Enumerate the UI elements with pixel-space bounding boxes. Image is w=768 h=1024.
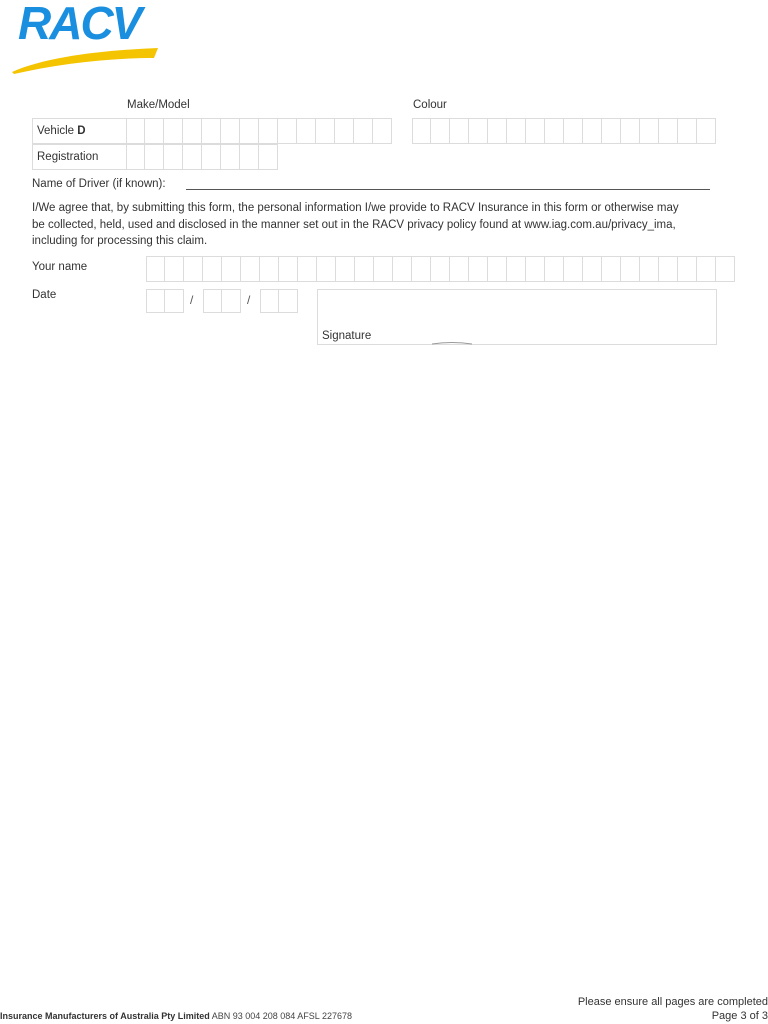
char-box[interactable] [583,118,602,144]
char-box[interactable] [260,289,279,313]
vehicle-label-box [32,118,126,144]
char-box[interactable] [145,144,164,170]
char-box[interactable] [450,118,469,144]
char-box[interactable] [221,144,240,170]
char-box[interactable] [602,256,621,282]
char-box[interactable] [126,144,145,170]
char-box[interactable] [431,256,450,282]
char-box[interactable] [355,256,374,282]
char-box[interactable] [202,118,221,144]
char-box[interactable] [260,256,279,282]
char-box[interactable] [697,256,716,282]
char-box[interactable] [165,256,184,282]
char-box[interactable] [278,118,297,144]
date-day-input[interactable] [146,289,184,313]
char-box[interactable] [545,118,564,144]
char-box[interactable] [222,289,241,313]
privacy-agreement-text: I/We agree that, by submitting this form, the personal information I/we provide to RACV Insurance in this form or otherwise may be collected, held, used and disclosed in the manner set out in the RACV privacy policy found at www.iag.com.au/privacy_ima, including for processing this claim. [32,202,679,247]
char-box[interactable] [526,256,545,282]
driver-name-field[interactable] [186,189,710,190]
char-box[interactable] [203,256,222,282]
char-box[interactable] [507,256,526,282]
char-box[interactable] [583,256,602,282]
char-box[interactable] [221,118,240,144]
char-box[interactable] [640,118,659,144]
driver-name-label: Name of Driver (if known): [32,178,166,190]
char-box[interactable] [279,256,298,282]
char-box[interactable] [354,118,373,144]
char-box[interactable] [393,256,412,282]
footer-company-info [0,1011,352,1021]
char-box[interactable] [259,144,278,170]
char-box[interactable] [279,289,298,313]
char-box[interactable] [165,289,184,313]
date-separator-1: / [190,293,194,307]
char-box[interactable] [545,256,564,282]
char-box[interactable] [697,118,716,144]
char-box[interactable] [145,118,164,144]
registration-label: Registration [37,151,99,163]
footer-company-name: Insurance Manufacturers of Australia Pty Limited [0,1011,210,1021]
footer-page-number: Page 3 of 3 [711,1010,768,1022]
char-box[interactable] [202,144,221,170]
char-box[interactable] [222,256,241,282]
char-box[interactable] [431,118,450,144]
char-box[interactable] [716,256,735,282]
make-model-heading: Make/Model [127,99,190,111]
signature-label: Signature [322,330,372,342]
char-box[interactable] [146,256,165,282]
char-box[interactable] [241,256,260,282]
char-box[interactable] [164,144,183,170]
char-box[interactable] [240,144,259,170]
char-box[interactable] [507,118,526,144]
char-box[interactable] [317,256,336,282]
char-box[interactable] [602,118,621,144]
colour-heading: Colour [413,99,447,111]
char-box[interactable] [678,256,697,282]
char-box[interactable] [488,118,507,144]
char-box[interactable] [640,256,659,282]
char-box[interactable] [126,118,145,144]
make-model-input[interactable] [126,118,392,144]
date-year-input[interactable] [260,289,298,313]
char-box[interactable] [450,256,469,282]
char-box[interactable] [164,118,183,144]
char-box[interactable] [298,256,317,282]
char-box[interactable] [240,118,259,144]
char-box[interactable] [564,256,583,282]
char-box[interactable] [412,118,431,144]
char-box[interactable] [335,118,354,144]
date-label: Date [32,289,57,301]
char-box[interactable] [146,289,165,313]
signature-stroke [432,341,472,345]
vehicle-letter: D [77,125,86,137]
char-box[interactable] [183,144,202,170]
date-separator-2: / [247,293,251,307]
char-box[interactable] [469,118,488,144]
footer-registration: ABN 93 004 208 084 AFSL 227678 [211,1011,353,1021]
vehicle-label: Vehicle [37,125,75,137]
char-box[interactable] [316,118,335,144]
char-box[interactable] [526,118,545,144]
char-box[interactable] [259,118,278,144]
char-box[interactable] [183,118,202,144]
char-box[interactable] [621,118,640,144]
char-box[interactable] [336,256,355,282]
registration-label-box [32,144,126,170]
char-box[interactable] [412,256,431,282]
char-box[interactable] [203,289,222,313]
char-box[interactable] [659,118,678,144]
char-box[interactable] [678,118,697,144]
char-box[interactable] [659,256,678,282]
char-box[interactable] [373,118,392,144]
your-name-input[interactable] [146,256,735,282]
colour-input[interactable] [412,118,716,144]
char-box[interactable] [621,256,640,282]
char-box[interactable] [564,118,583,144]
logo-text: RACV [18,0,141,49]
char-box[interactable] [469,256,488,282]
signature-box[interactable] [317,289,717,345]
registration-input[interactable] [126,144,278,170]
char-box[interactable] [374,256,393,282]
char-box[interactable] [488,256,507,282]
char-box[interactable] [297,118,316,144]
char-box[interactable] [184,256,203,282]
your-name-label: Your name [32,261,88,273]
footer-ensure-text: Please ensure all pages are completed [577,996,768,1008]
date-month-input[interactable] [203,289,241,313]
